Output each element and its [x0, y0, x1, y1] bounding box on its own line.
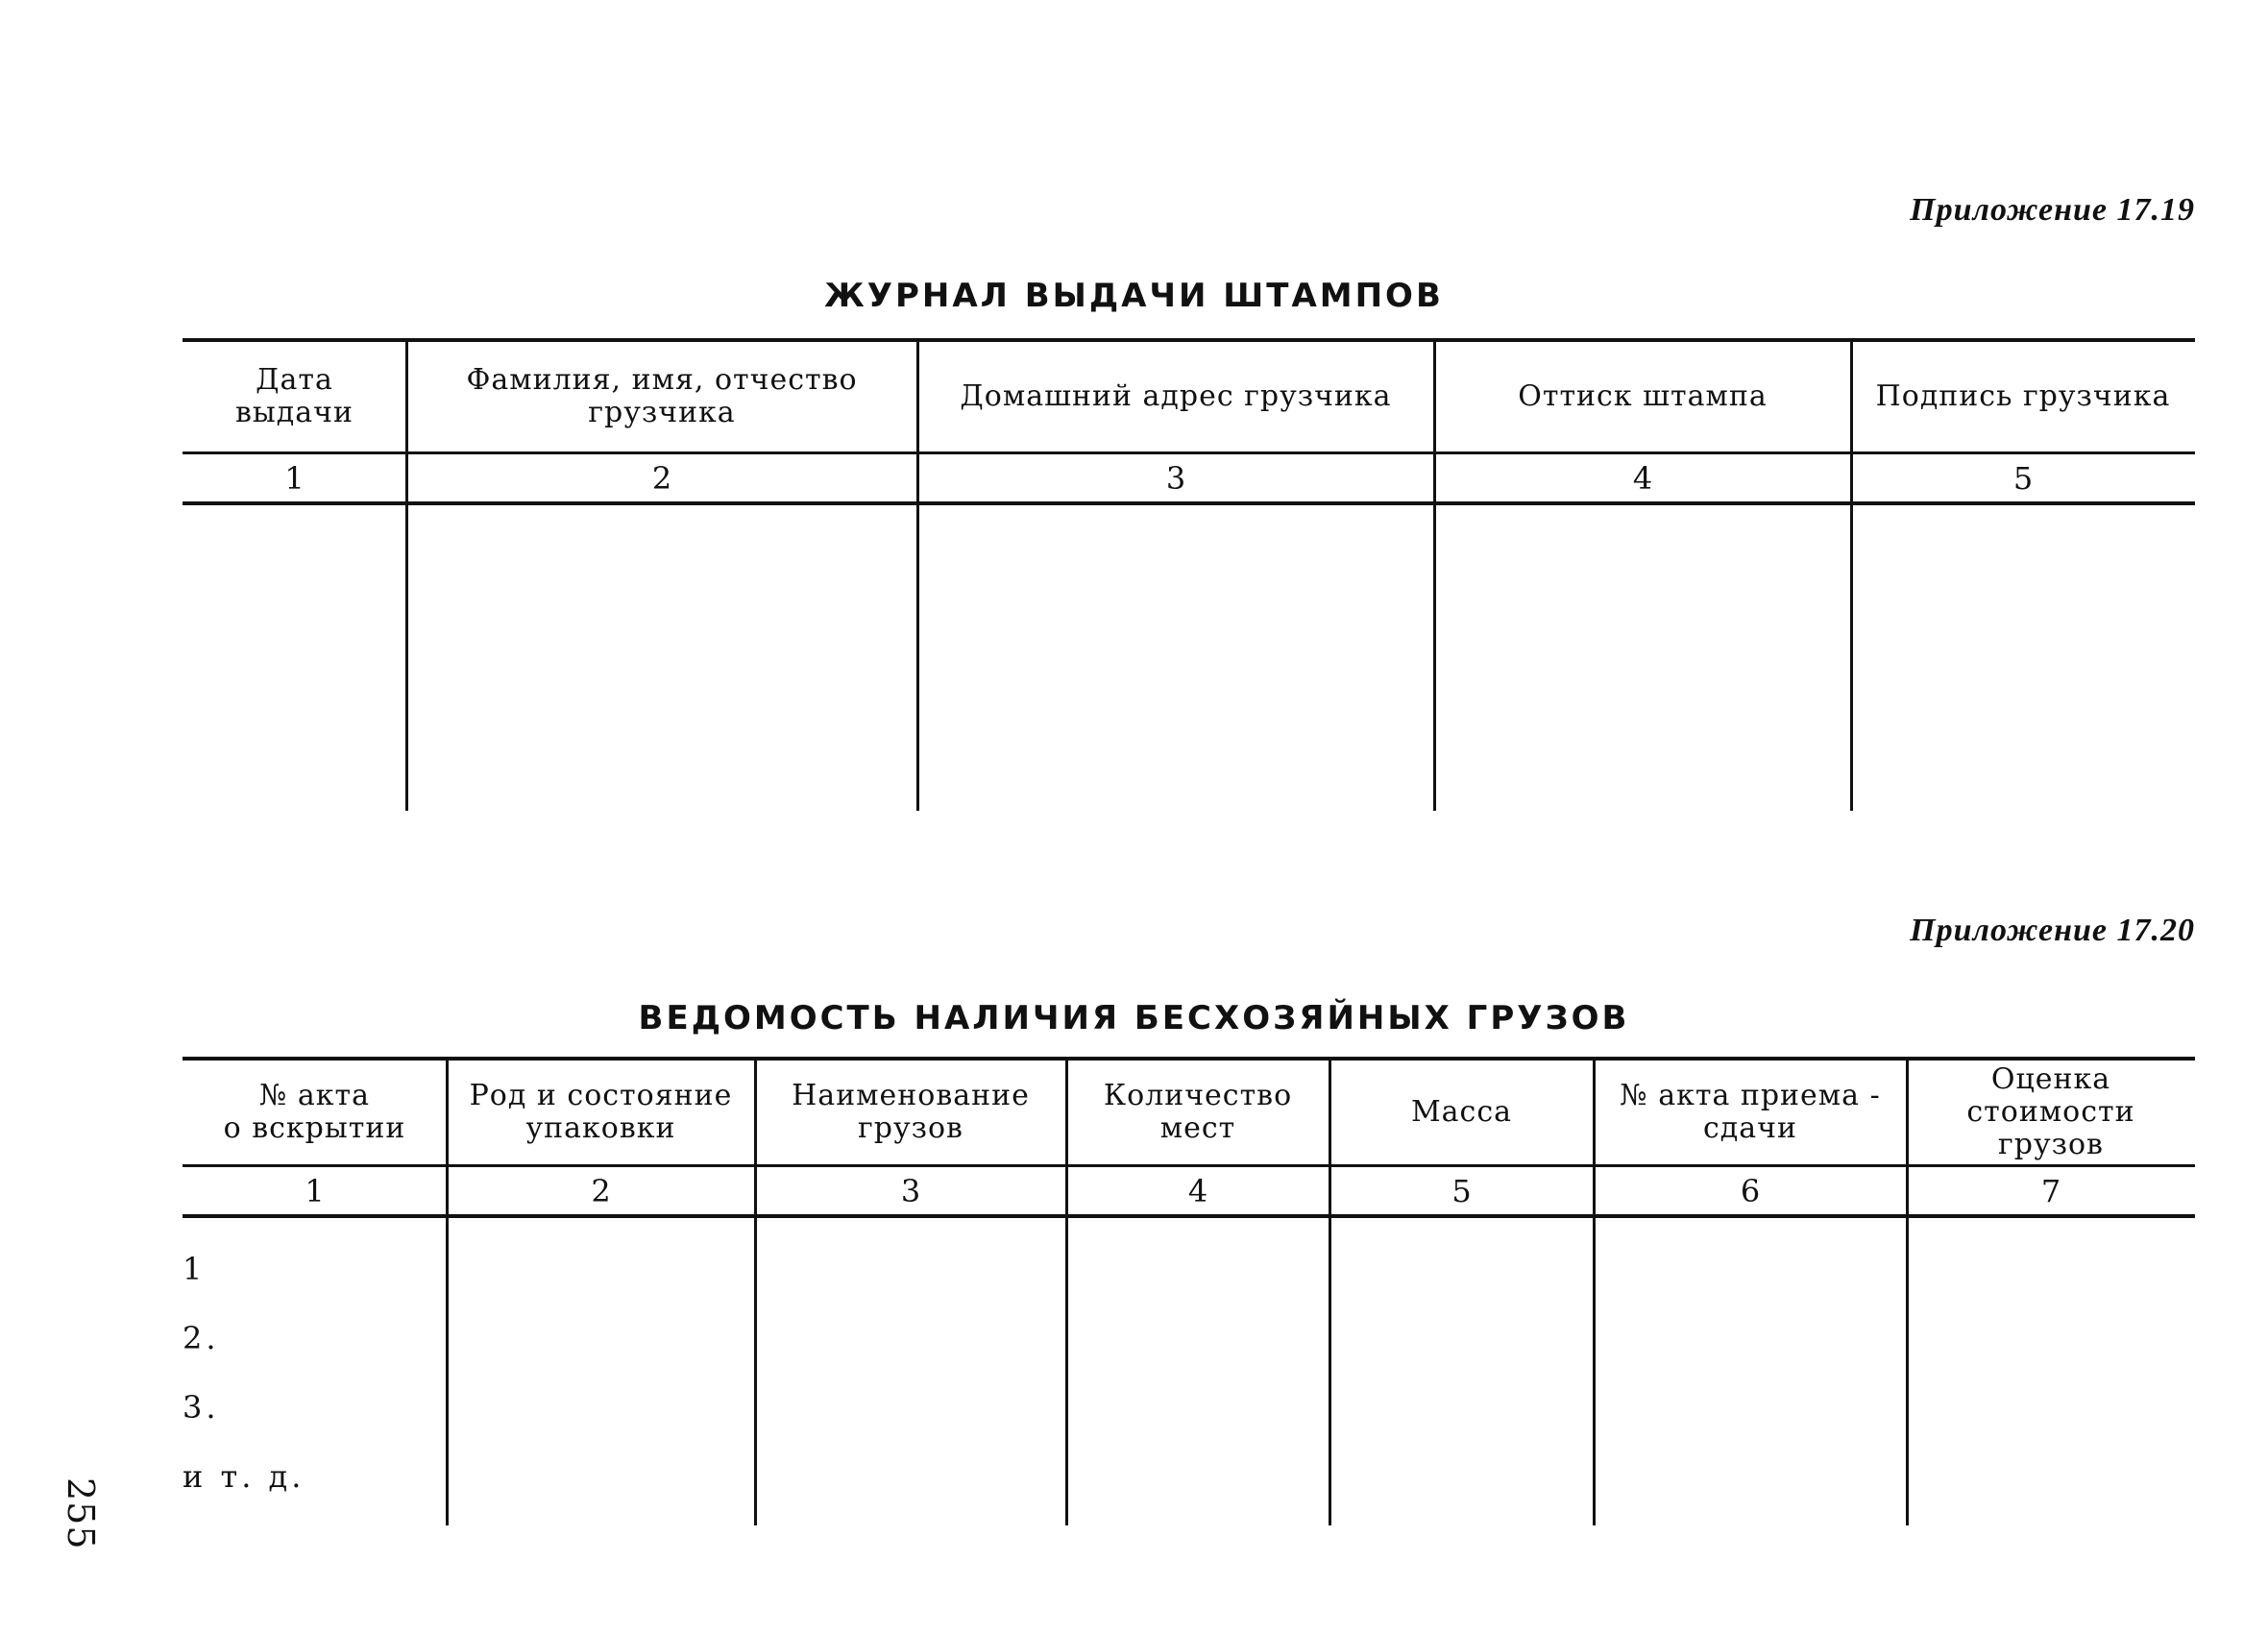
row-label-3: 3. [183, 1389, 220, 1426]
column-header: Род и состояние упаковки [469, 1079, 733, 1145]
column-number: 6 [1740, 1173, 1761, 1209]
column-header: Оценка стоимости грузов [1966, 1062, 2135, 1161]
column-divider [405, 342, 408, 811]
row-label-etc: и т. д. [183, 1458, 305, 1495]
appendix-17-20-label: Приложение 17.20 [1910, 913, 2195, 948]
column-number: 5 [1451, 1173, 1472, 1209]
number-row-rule [183, 1214, 2195, 1218]
column-divider [1906, 1061, 1909, 1525]
header-rule [183, 1164, 2195, 1167]
ownerless-cargo-table [183, 1057, 2195, 1537]
row-label-1: 1 [183, 1251, 207, 1287]
ownerless-cargo-title: ВЕДОМОСТЬ НАЛИЧИЯ БЕСХОЗЯЙНЫХ ГРУЗОВ [638, 999, 1630, 1037]
column-number: 2 [591, 1173, 611, 1209]
column-header: № акта приема - сдачи [1620, 1079, 1881, 1145]
column-number: 4 [1187, 1173, 1208, 1209]
column-number: 1 [284, 460, 305, 497]
column-number: 3 [1165, 460, 1186, 497]
column-number: 1 [305, 1173, 325, 1209]
column-divider [1850, 342, 1853, 811]
table-top-rule [183, 338, 2195, 342]
header-rule [183, 451, 2195, 454]
column-divider [754, 1061, 757, 1525]
column-header: Дата выдачи [235, 363, 354, 429]
page-number: 255 [60, 1477, 102, 1550]
table-top-rule [183, 1057, 2195, 1061]
column-header: Фамилия, имя, отчество грузчика [466, 363, 858, 429]
column-divider [446, 1061, 449, 1525]
column-header: Масса [1410, 1095, 1513, 1129]
appendix-17-19-label: Приложение 17.19 [1910, 192, 2195, 228]
row-label-2: 2. [183, 1320, 220, 1356]
column-number: 5 [2012, 460, 2034, 497]
column-number: 3 [900, 1173, 921, 1209]
number-row-rule [183, 501, 2195, 505]
column-header: № акта о вскрытии [223, 1079, 406, 1145]
column-divider [1329, 1061, 1331, 1525]
column-divider [1433, 342, 1436, 811]
column-header: Наименование грузов [792, 1079, 1030, 1145]
column-header: Домашний адрес грузчика [960, 379, 1392, 413]
column-number: 4 [1632, 460, 1653, 497]
column-header: Подпись грузчика [1875, 379, 2171, 413]
column-divider [916, 342, 919, 811]
stamp-journal-table [183, 338, 2195, 818]
column-header: Количество мест [1103, 1079, 1293, 1145]
column-number: 7 [2040, 1173, 2061, 1209]
column-header: Оттиск штампа [1518, 379, 1768, 413]
column-divider [1065, 1061, 1068, 1525]
stamp-journal-title: ЖУРНАЛ ВЫДАЧИ ШТАМПОВ [824, 277, 1444, 315]
column-divider [1593, 1061, 1596, 1525]
column-number: 2 [651, 460, 672, 497]
